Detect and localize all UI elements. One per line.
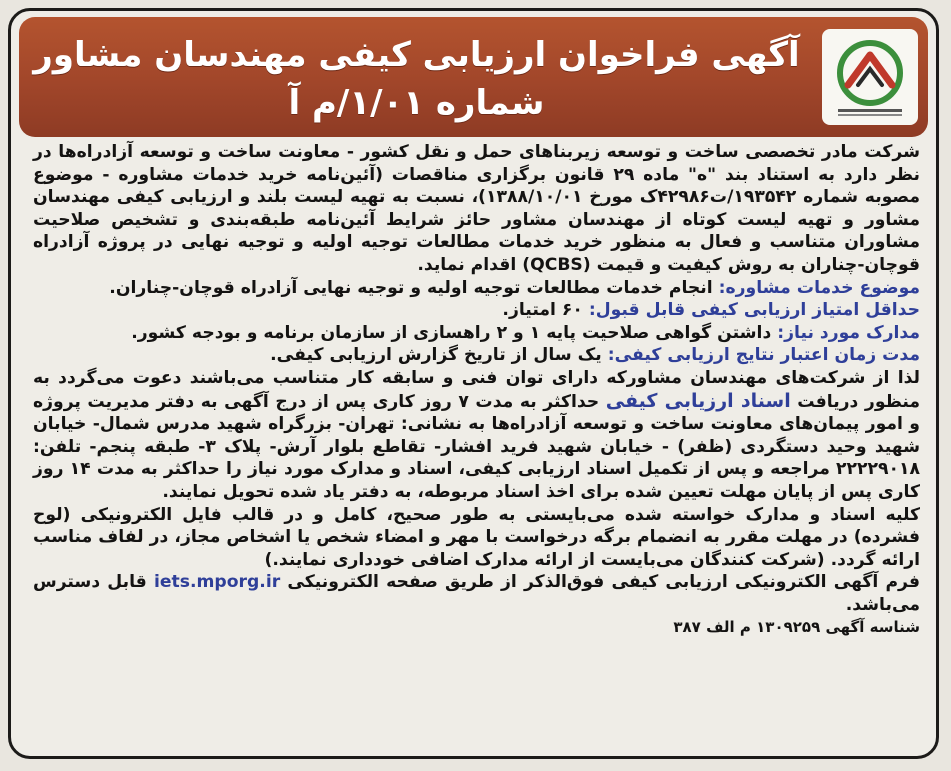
advertisement-frame xyxy=(8,8,939,759)
detail-label: مدارک مورد نیاز: xyxy=(777,322,920,343)
online-form-text-start: فرم آگهی الکترونیکی ارزیابی کیفی فوق‌الذکر از طریق صفحه الکترونیکی xyxy=(287,572,921,593)
intro-paragraph: شرکت مادر تخصصی ساخت و توسعه زیربناهای حمل و نقل کشور - معاونت ساخت و توسعه آزادراه‌ها در نظر دارد به استناد بند "ه" ماده ۲۹ قانون برگزاری مناقصات (آئین‌نامه خرید خدمات مشاوره - موضوع مصوبه شماره ۱۹۳۵۴۲/ت۴۲۹۸۶ک مورخ ۱۳۸۸/۱۰/۰۱)، نسبت به تهیه لیست بلند و ارزیابی کیفی مهندسان مشاور و تهیه لیست کوتاه از مهندسان مشاور حائز شرایط آئین‌نامه طبقه‌بندی و تشخیص صلاحیت مشاوران متناسب و فعال به منظور خرید خدمات مطالعات توجیه اولیه و توجیه نهایی در پروژه آزادراه قوچان-چناران به روش کیفیت و قیمت (QCBS) اقدام نماید. xyxy=(33,142,921,275)
announcement-id: شناسه آگهی ۱۳۰۹۲۵۹ م الف ۳۸۷ xyxy=(673,618,920,637)
detail-row xyxy=(33,344,920,367)
detail-value: داشتن گواهی صلاحیت پایه ۱ و ۲ راهسازی از سازمان برنامه و بودجه کشور. xyxy=(131,322,772,343)
header-banner xyxy=(19,17,928,137)
detail-row xyxy=(33,277,920,300)
invitation-text-end: حداکثر به مدت ۷ روز کاری پس از درج آگهی به دفتر مدیریت پروژه و امور پیمان‌های معاونت ساخت و توسعه آزادراه‌ها به نشانی: تهران- بزرگراه شهید مدرس شمال- خیابان شهید وحید دستگردی (ظفر) - خیابان شهید فرید افشار- تقاطع بلوار آرش- پلاک ۳- طبقه پنجم- تلفن: ۲۲۲۲۹۰۱۸ مراجعه و پس از تکمیل اسناد ارزیابی کیفی، اسناد و مدارک مورد نیاز را حداکثر به مدت ۱۴ روز کاری پس از پایان مهلت تعیین شده برای اخذ اسناد مربوطه، به دفتر یاد شده تحویل نمایند. xyxy=(33,391,921,502)
documents-highlight: اسناد ارزیابی کیفی xyxy=(605,389,791,412)
detail-label: موضوع خدمات مشاوره: xyxy=(718,277,920,298)
detail-row xyxy=(33,299,920,322)
detail-label: مدت زمان اعتبار نتایج ارزیابی کیفی: xyxy=(607,345,920,366)
website-link[interactable]: iets.mporg.ir xyxy=(153,572,281,593)
detail-value: ۶۰ امتیاز. xyxy=(502,300,583,321)
announcement-body xyxy=(33,141,920,639)
submission-paragraph: کلیه اسناد و مدارک خواسته شده می‌بایستی به طور صحیح، کامل و در قالب فایل الکترونیکی (لوح فشرده) در مهلت مقرر به انضمام برگه درخواست با مهر و امضاء شخص یا اشخاص مجاز، در لفاف مناسب ارائه گردد. (شرکت کنندگان می‌بایست از ارائه مدارک اضافی خودداری نمایند.) xyxy=(33,504,920,570)
invitation-text-start: لذا از شرکت‌های مهندسان مشاورکه دارای توان فنی و سابقه کار متناسب می‌باشند دعوت می‌گردد به منظور دریافت xyxy=(33,367,921,412)
road-company-logo-icon xyxy=(822,29,918,125)
page-title: آگهی فراخوان ارزیابی کیفی مهندسان مشاور xyxy=(33,35,800,75)
detail-value: انجام خدمات مطالعات توجیه اولیه و توجیه نهایی آزادراه قوچان-چناران. xyxy=(109,277,713,298)
invitation-paragraph xyxy=(33,367,920,504)
announcement-number: شماره ۱/۰۱/م آ xyxy=(288,83,545,123)
online-form-paragraph xyxy=(33,571,920,616)
detail-value: یک سال از تاریخ گزارش ارزیابی کیفی. xyxy=(270,345,602,366)
logo-graphic xyxy=(830,33,910,119)
detail-label: حداقل امتیاز ارزیابی کیفی قابل قبول: xyxy=(588,300,920,321)
online-form-text-end: قابل دسترس می‌باشد. xyxy=(33,572,920,615)
detail-row xyxy=(33,322,920,345)
